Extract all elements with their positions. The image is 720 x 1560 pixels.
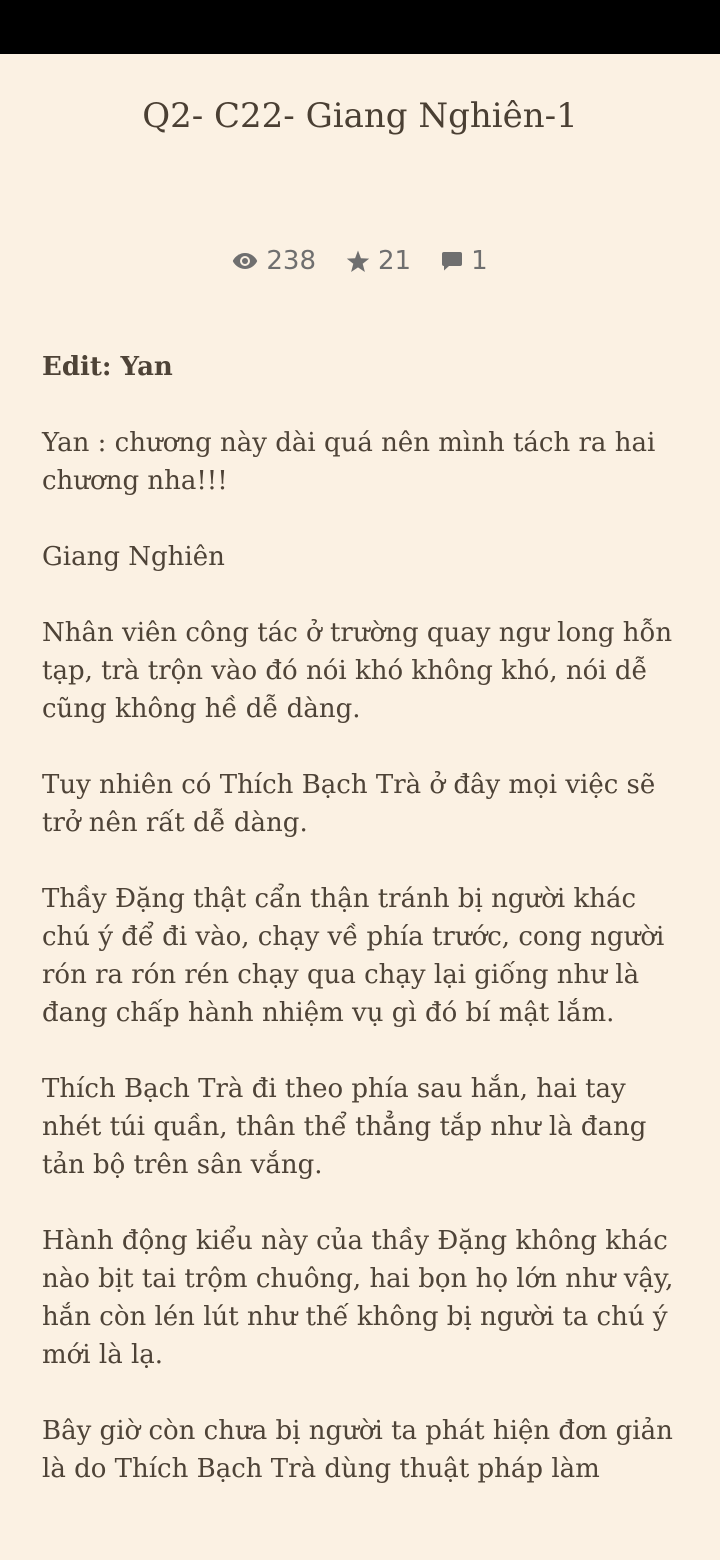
paragraph: Bây giờ còn chưa bị người ta phát hiện đơn giản là do Thích Bạch Trà dùng thuật pháp làm xyxy=(42,1416,673,1484)
paragraph: Thích Bạch Trà đi theo phía sau hắn, hai tay nhét túi quần, thân thể thẳng tắp như là đang tản bộ trên sân vắng. xyxy=(42,1074,647,1180)
editor-credit: Edit: Yan xyxy=(42,352,173,382)
paragraph: Yan : chương này dài quá nên mình tách ra hai chương nha!!! xyxy=(42,428,656,496)
chapter-title: Q2- C22- Giang Nghiên-1 xyxy=(142,96,578,136)
paragraph: Thầy Đặng thật cẩn thận tránh bị người khác chú ý để đi vào, chạy về phía trước, cong người rón ra rón rén chạy qua chạy lại giống như là đang chấp hành nhiệm vụ gì đó bí mật lắm. xyxy=(42,884,665,1028)
comments-stat[interactable] xyxy=(441,246,488,276)
paragraph: Giang Nghiên xyxy=(42,542,225,572)
votes-count: 21 xyxy=(378,246,412,276)
chapter-stats xyxy=(0,242,720,280)
paragraph: Tuy nhiên có Thích Bạch Trà ở đây mọi việc sẽ trở nên rất dễ dàng. xyxy=(42,770,656,838)
views-count: 238 xyxy=(266,246,316,276)
comments-count: 1 xyxy=(471,246,488,276)
comment-icon xyxy=(441,250,463,272)
status-bar xyxy=(0,0,720,54)
chapter-content xyxy=(42,348,678,1560)
paragraph: Hành động kiểu này của thầy Đặng không khác nào bịt tai trộm chuông, hai bọn họ lớn như vậy, hắn còn lén lút như thế không bị người ta chú ý mới là lạ. xyxy=(42,1226,674,1370)
votes-stat xyxy=(346,246,411,276)
bottom-margin xyxy=(0,1490,720,1560)
views-stat xyxy=(232,246,316,276)
eye-icon xyxy=(232,252,258,270)
star-icon xyxy=(346,250,370,273)
paragraph: Nhân viên công tác ở trường quay ngư long hỗn tạp, trà trộn vào đó nói khó không khó, nói dễ cũng không hề dễ dàng. xyxy=(42,618,673,724)
